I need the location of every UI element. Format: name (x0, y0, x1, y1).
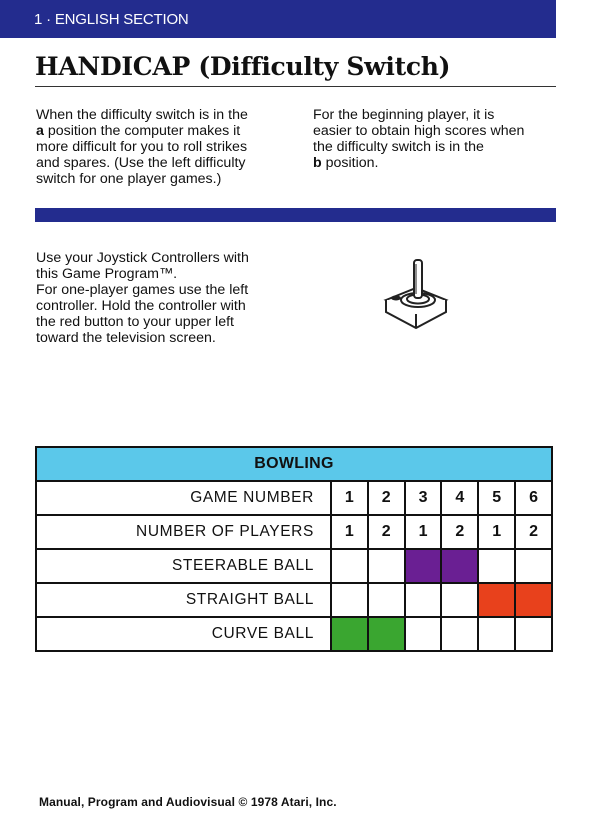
curve-cell-filled (368, 617, 405, 651)
curve-cell (441, 617, 478, 651)
game-number-cell: 6 (515, 481, 552, 515)
players-cell: 2 (515, 515, 552, 549)
steerable-cell-filled (441, 549, 478, 583)
section-header-bar (0, 0, 556, 38)
players-cell: 1 (331, 515, 368, 549)
row-label-curve: CURVE BALL (36, 617, 331, 651)
players-cell: 2 (368, 515, 405, 549)
curve-cell (478, 617, 515, 651)
straight-cell (368, 583, 405, 617)
straight-cell (441, 583, 478, 617)
curve-ball-row (36, 617, 552, 651)
controllers-paragraph: Use your Joystick Controllers with this Game Program™. For one-player games use the left controller. Hold the controller with the red button to your upper left toward the television screen. (36, 250, 249, 346)
straight-cell-filled (515, 583, 552, 617)
title-underline (35, 86, 556, 87)
straight-cell (405, 583, 442, 617)
game-number-cell: 4 (441, 481, 478, 515)
table-title: BOWLING (36, 447, 552, 481)
straight-cell-filled (478, 583, 515, 617)
straight-cell (331, 583, 368, 617)
players-cell: 1 (478, 515, 515, 549)
page-title: HANDICAP (Difficulty Switch) (35, 52, 451, 81)
straight-ball-row (36, 583, 552, 617)
steerable-cell (368, 549, 405, 583)
bowling-game-table (35, 446, 553, 652)
curve-cell (405, 617, 442, 651)
row-label-game-number: GAME NUMBER (36, 481, 331, 515)
row-label-straight: STRAIGHT BALL (36, 583, 331, 617)
steerable-cell-filled (405, 549, 442, 583)
steerable-cell (331, 549, 368, 583)
joystick-icon (380, 254, 452, 336)
game-number-row (36, 481, 552, 515)
game-number-cell: 3 (405, 481, 442, 515)
copyright-footer: Manual, Program and Audiovisual © 1978 Atari, Inc. (39, 795, 337, 809)
handicap-left-paragraph: When the difficulty switch is in the a position the computer makes it more difficult for you to roll strikes and spares. (Use the left difficulty switch for one player games.) (36, 107, 248, 187)
table-header-row (36, 447, 552, 481)
players-cell: 1 (405, 515, 442, 549)
steerable-ball-row (36, 549, 552, 583)
row-label-players: NUMBER OF PLAYERS (36, 515, 331, 549)
curve-cell (515, 617, 552, 651)
players-cell: 2 (441, 515, 478, 549)
game-number-cell: 5 (478, 481, 515, 515)
steerable-cell (515, 549, 552, 583)
game-number-cell: 1 (331, 481, 368, 515)
curve-cell-filled (331, 617, 368, 651)
steerable-cell (478, 549, 515, 583)
players-row (36, 515, 552, 549)
section-label: 1 · ENGLISH SECTION (34, 11, 189, 28)
handicap-right-paragraph: For the beginning player, it is easier to obtain high scores when the difficulty switch is in the b position. (313, 107, 525, 171)
row-label-steerable: STEERABLE BALL (36, 549, 331, 583)
game-number-cell: 2 (368, 481, 405, 515)
section-divider-bar (35, 208, 556, 222)
